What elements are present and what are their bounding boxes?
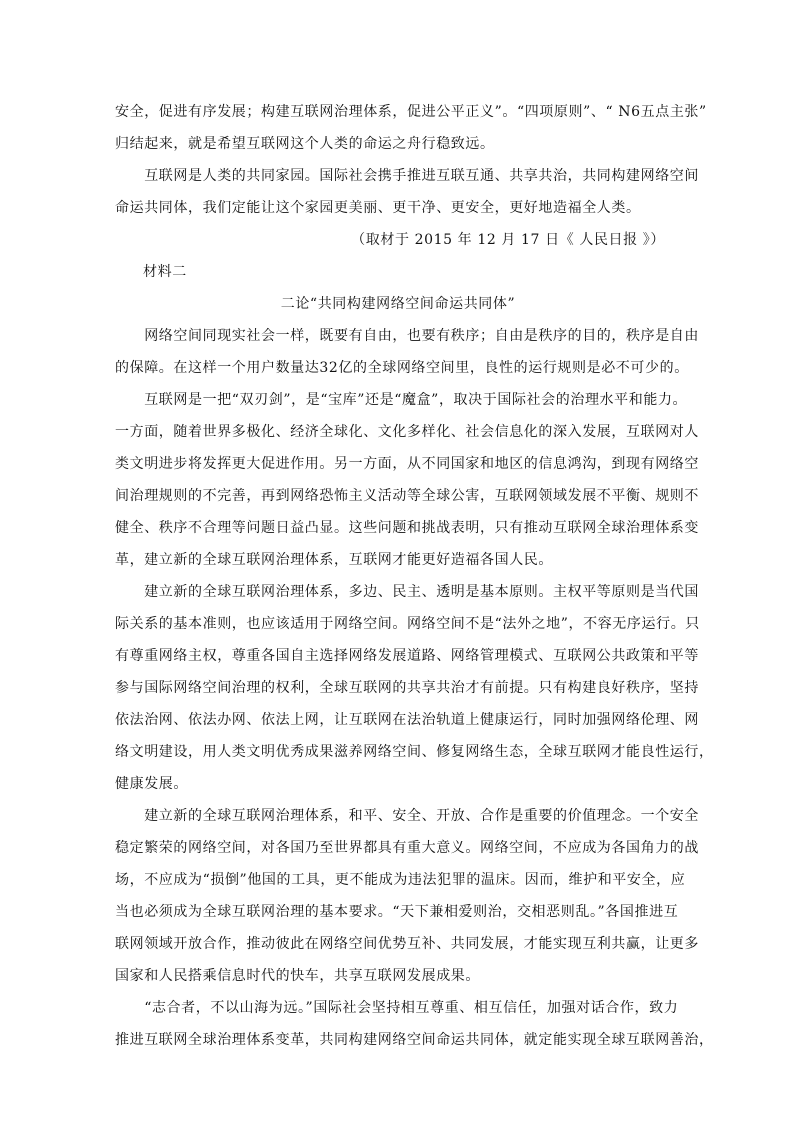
text-line: 依法治网、依法办网、依法上网，让互联网在法治轨道上健康运行，同时加强网络伦理、网: [115, 712, 699, 728]
text-line: 络文明建设，用人类文明优秀成果滋养网络空间、修复网络生态，全球互联网才能良性运行，: [115, 744, 714, 760]
text-line: 类文明进步将发挥更大促进作用。另一方面，从不同国家和地区的信息鸿沟，到现有网络空: [115, 456, 699, 472]
text-line: 参与国际网络空间治理的权利，全球互联网的共享共治才有前提。只有构建良好秩序，坚持: [115, 680, 699, 696]
source-citation: （取材于 2015 年 12 月 17 日《 人民日报 》）: [351, 232, 665, 248]
text-line: 互联网是人类的共同家园。国际社会携手推进互联互通、共享共治，共同构建网络空间: [115, 168, 699, 184]
text-line: 一方面，随着世界多极化、经济全球化、文化多样化、社会信息化的深入发展，互联网对人: [115, 424, 699, 440]
text-line: 国家和人民搭乘信息时代的快车，共享互联网发展成果。: [115, 968, 480, 984]
text-line: 安全，促进有序发展；构建互联网治理体系，促进公平正义”。“四项原则”、“ N6五点主张”: [115, 104, 707, 120]
text-line: 有尊重网络主权，尊重各国自主选择网络发展道路、网络管理模式、互联网公共政策和平等: [115, 648, 699, 664]
text-line: 稳定繁荣的网络空间，对各国乃至世界都具有重大意义。网络空间，不应成为各国角力的战: [115, 840, 699, 856]
text-line: 建立新的全球互联网治理体系，多边、民主、透明是基本原则。主权平等原则是当代国: [115, 584, 699, 600]
text-line: 场，不应成为“损倒”他国的工具，更不能成为违法犯罪的温床。因而，维护和平安全，应: [115, 872, 686, 888]
text-line: 网络空间同现实社会一样，既要有自由，也要有秩序；自由是秩序的目的，秩序是自由: [115, 328, 699, 344]
text-line: 健康发展。: [115, 776, 188, 792]
document-body: [115, 96, 714, 1056]
text-line: 命运共同体，我们定能让这个家园更美丽、更干净、更安全，更好地造福全人类。: [115, 200, 641, 216]
material-label: 材料二: [143, 264, 187, 280]
text-line: 际关系的基本准则，也应该适用于网络空间。网络空间不是“法外之地”，不容无序运行。只: [115, 616, 700, 632]
text-line: 健全、秩序不合理等问题日益凸显。这些问题和挑战表明，只有推动互联网全球治理体系变: [115, 520, 699, 536]
text-line: “志合者，不以山海为远。”国际社会坚持相互尊重、相互信任，加强对话合作，致力: [115, 1000, 679, 1016]
text-line: 归结起来，就是希望互联网这个人类的命运之舟行稳致远。: [115, 136, 495, 152]
text-line: 互联网是一把“双刃剑”，是“宝库”还是“魔盒”，取决于国际社会的治理水平和能力。: [115, 392, 688, 408]
text-line: 联网领域开放合作，推动彼此在网络空间优势互补、共同发展，才能实现互利共赢，让更多: [115, 936, 699, 952]
text-line: 间治理规则的不完善，再到网络恐怖主义活动等全球公害，互联网领域发展不平衡、规则不: [115, 488, 699, 504]
text-line: 当也必须成为全球互联网治理的基本要求。“天下兼相爱则治，交相恶则乱。”各国推进互: [115, 904, 679, 920]
text-line: 推进互联网全球治理体系变革，共同构建网络空间命运共同体，就定能实现全球互联网善治，: [115, 1032, 714, 1048]
article-title: 二论“共同构建网络空间命运共同体”: [280, 296, 516, 312]
text-line: 革，建立新的全球互联网治理体系，互联网才能更好造福各国人民。: [115, 552, 553, 568]
text-line: 建立新的全球互联网治理体系，和平、安全、开放、合作是重要的价值理念。一个安全: [115, 808, 699, 824]
text-line: 的保障。在这样一个用户数量达32亿的全球网络空间里，良性的运行规则是必不可少的。: [115, 360, 689, 376]
